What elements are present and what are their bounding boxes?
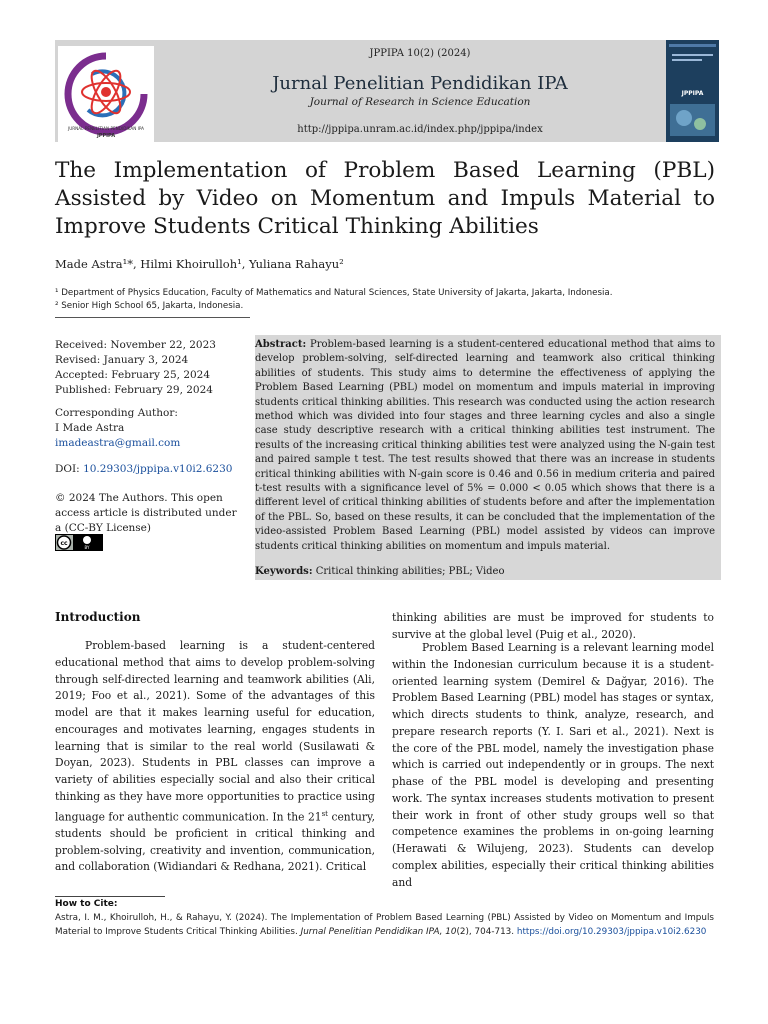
cc-by-license-icon[interactable]: [55, 534, 103, 551]
affiliation-2: ² Senior High School 65, Jakarta, Indonesia.: [55, 301, 244, 311]
corresponding-author: [55, 406, 180, 451]
citation-rule: [55, 896, 165, 897]
license-statement: © 2024 The Authors. This open access article is distributed under a (CC-BY License): [55, 492, 237, 534]
journal-url-link[interactable]: http://jppipa.unram.ac.id/index.php/jppipa/index: [297, 124, 543, 135]
keywords: [255, 566, 715, 577]
corresponding-label: Corresponding Author:: [55, 407, 178, 419]
accepted-date: Accepted: February 25, 2024: [55, 369, 211, 381]
abstract: [255, 338, 715, 554]
corresponding-email-link[interactable]: imadeastra@gmail.com: [55, 437, 181, 449]
doi-label: DOI:: [55, 463, 84, 475]
keywords-label: Keywords:: [255, 566, 313, 577]
svg-text:JURNAL PENELITIAN PENDIDIKAN I: JURNAL PENELITIAN PENDIDIKAN IPA: [67, 126, 145, 131]
svg-text:JPPIPA: JPPIPA: [96, 133, 116, 139]
abstract-label: Abstract:: [255, 339, 307, 350]
article-dates: [55, 338, 216, 398]
revised-date: Revised: January 3, 2024: [55, 354, 189, 366]
doi-link[interactable]: 10.29303/jppipa.v10i2.6230: [83, 463, 233, 475]
how-to-cite-heading: How to Cite:: [55, 899, 118, 909]
intro-paragraph-1-continued: thinking abilities are must be improved for students to survive at the global level (Puig et al., 2020).: [392, 611, 714, 641]
doi-line: [55, 462, 232, 477]
journal-cover-thumbnail-icon: [666, 40, 719, 142]
divider-rule: [55, 317, 250, 318]
section-heading-introduction: Introduction: [55, 610, 141, 624]
citation-doi-link[interactable]: https://doi.org/10.29303/jppipa.v10i2.6230: [516, 926, 707, 937]
journal-issue: JPPIPA 10(2) (2024): [369, 48, 471, 59]
journal-logo-icon: [58, 46, 154, 142]
corresponding-name: I Made Astra: [55, 422, 125, 434]
journal-name-english: Journal of Research in Science Education: [309, 96, 531, 108]
intro-paragraph-1: [55, 638, 375, 876]
citation-body: Astra, I. M., Khoirulloh, H., & Rahayu, Y. (2024). The Implementation of Problem Based Learning (PBL) Assisted by Video on Momentum and Impuls Material to Improve Students Critical Thinking Abilities.: [55, 913, 714, 937]
paper-title: The Implementation of Problem Based Learning (PBL) Assisted by Video on Momentum and Impuls Material to Improve Students Critical Thinking Abilities: [55, 158, 715, 239]
affiliation-1: ¹ Department of Physics Education, Faculty of Mathematics and Natural Sciences, State University of Jakarta, Jakarta, Indonesia.: [55, 288, 613, 298]
citation-text: [55, 912, 714, 939]
superscript: st: [321, 809, 328, 818]
published-date: Published: February 29, 2024: [55, 384, 213, 396]
svg-text:BY: BY: [84, 545, 90, 550]
abstract-text: Problem-based learning is a student-centered educational method that aims to develop problem-solving, self-directed learning and teamwork also critical thinking abilities of students. This study aims to determine the effectiveness of applying the Problem Based Learning (PBL) model on momentum and impuls material in improving students critical thinking abilities. This research was conducted using the action research method which was divided into four stages and three learning cycles and also a single case study descriptive research with a critical thinking abilities test instrument. The results of the increasing critical thinking abilities test were analyzed using the N-gain test and paired sample t test. The test results showed that there was an increase in students critical thinking abilities with N-gain score is 0.46 and 0.56 in medium criteria and paired t-test results with a significance level of 5% = 0.000 < 0.05 which shows that there is a different level of critical thinking abilities of students before and after the implementation of the PBL. So, based on these results, it can be concluded that the implementation of the video-assisted Problem Based Learning (PBL) model assisted by videos can improve students critical thinking abilities on momentum and impuls material.: [255, 339, 715, 552]
author-list: Made Astra¹*, Hilmi Khoirulloh¹, Yuliana Rahayu²: [55, 257, 344, 271]
keywords-text: Critical thinking abilities; PBL; Video: [312, 566, 505, 577]
citation-issue-pages: (2), 704-713.: [456, 926, 515, 937]
intro-text: century, students should be proficient in critical thinking and problem-solving, creativity and invention, communication, and collaboration (Widiandari & Redhana, 2021). Critical: [55, 810, 375, 874]
citation-journal: Jurnal Penelitian Pendidikan IPA, 10: [300, 926, 457, 937]
intro-paragraph-2: Problem Based Learning is a relevant learning model within the Indonesian curriculum because it is a student-oriented learning system (Demirel & Dağyar, 2016). The Problem Based Learning (PBL) model has stages or syntax, which directs students to think, analyze, research, and prepare research reports (Y. I. Sari et al., 2021). Next is the core of the PBL model, namely the investigation phase which is carried out independently or in groups. The next phase of the PBL model is developing and presenting work. The syntax increases students motivation to present their work in front of other study groups well so that competence examines the problems in on-going learning (Herawati & Wilujeng, 2023). Students can develop complex abilities, especially their critical thinking abilities and: [392, 641, 714, 889]
journal-name: Jurnal Penelitian Pendidikan IPA: [272, 73, 568, 94]
intro-text: Problem-based learning is a student-centered educational method that aims to develop problem-solving through self-directed learning and teamwork abilities (Ali, 2019; Foo et al., 2021). Some of the advantages of this model are that it makes learning useful for education, encourages and motivates learning, engages students in learning that is similar to the real world (Susilawati & Doyan, 2023). Students in PBL classes can improve a variety of abilities especially social and also their critical thinking as they have more opportunities to practice using language for authentic communication. In the 21: [55, 639, 375, 824]
svg-text:cc: cc: [60, 540, 68, 547]
svg-text:JPPIPA: JPPIPA: [681, 90, 704, 97]
received-date: Received: November 22, 2023: [55, 339, 216, 351]
